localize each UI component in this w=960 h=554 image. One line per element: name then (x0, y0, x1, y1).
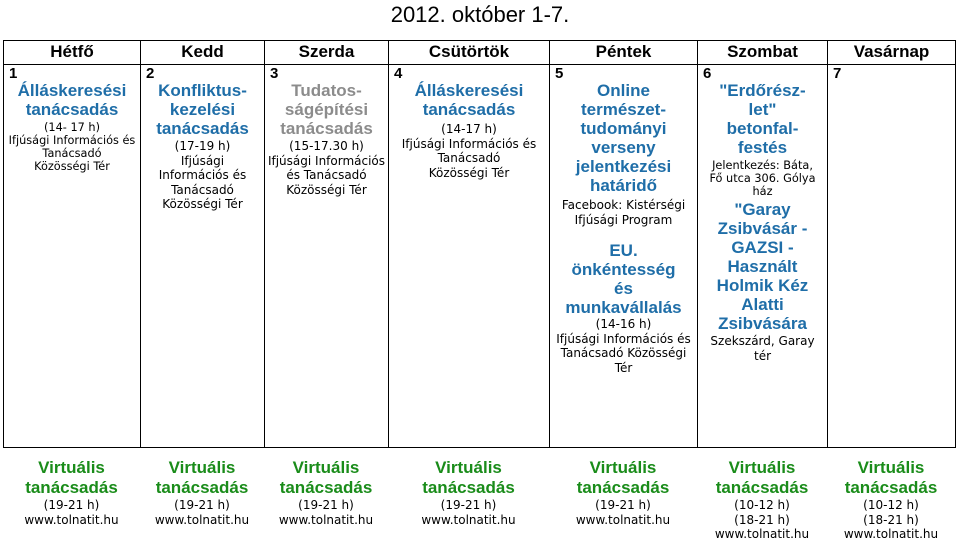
event-title: és (614, 279, 633, 298)
event-place: Ifjúsági Információs és (8, 134, 136, 147)
day-cell-4 (389, 65, 550, 448)
virtual-cell-2 (140, 458, 264, 550)
day-header-tuesday: Kedd (141, 41, 265, 65)
day-number: 2 (146, 65, 155, 82)
virtual-title: tanácsadás (25, 478, 118, 497)
day-header-wednesday: Szerda (265, 41, 389, 65)
event-place: Közösségi Tér (286, 182, 367, 197)
event-place: Közösségi Tér (34, 160, 110, 173)
event-place: Tanácsadó (42, 147, 102, 160)
event-info: Fő utca 306. Gólya (709, 172, 816, 185)
day-number: 6 (703, 65, 712, 82)
event-place: Tanácsadó (171, 182, 234, 197)
event-row (4, 65, 956, 448)
event-title: Konfliktus- (158, 81, 247, 100)
virtual-cell-6 (697, 458, 827, 550)
event-title: tanácsadás (25, 100, 119, 119)
event-title: EU. (609, 241, 638, 260)
virtual-cell-7 (827, 458, 955, 550)
event-title: "Garay (734, 200, 791, 219)
event-info: Ifjúsági Program (574, 212, 673, 227)
event-title: határidő (589, 176, 658, 195)
event-title: Zsibvásár - (717, 219, 808, 238)
event-place: Ifjúsági Információs és (401, 136, 537, 151)
event-time: (17-19 h) (174, 139, 231, 153)
event-title: természet- (580, 100, 667, 119)
virtual-title: Virtuális (435, 458, 502, 477)
event-title: betonfal- (726, 119, 799, 138)
event-place: Információs és (158, 168, 247, 182)
virtual-url[interactable]: www.tolnatit.hu (714, 527, 810, 541)
event-title: ságépítési (284, 100, 369, 119)
virtual-time: (19-21 h) (440, 498, 497, 512)
virtual-title: tanácsadás (155, 478, 249, 497)
virtual-time: (10-12 h) (734, 498, 790, 512)
event-place: tér (753, 348, 772, 363)
day-header-sunday: Vasárnap (828, 41, 956, 65)
event-info: ház (752, 185, 773, 198)
event-title: festés (737, 138, 788, 157)
day-cell-2 (141, 65, 265, 448)
day-number: 4 (394, 65, 403, 82)
day-cell-3 (265, 65, 389, 448)
event-title: Online (597, 81, 650, 100)
virtual-time: (19-21 h) (43, 498, 100, 512)
virtual-title: tanácsadás (576, 478, 670, 497)
event-title: tanácsadás (422, 100, 516, 119)
event-title: Használt (727, 257, 798, 276)
virtual-time: (18-21 h) (734, 512, 790, 527)
day-number: 7 (833, 65, 842, 82)
day-number: 1 (9, 65, 18, 82)
day-number: 3 (270, 65, 279, 82)
virtual-cell-3 (264, 458, 388, 550)
event-place: Közösségi Tér (428, 165, 510, 180)
day-number: 5 (555, 65, 564, 82)
event-place: Szekszárd, Garay (710, 334, 815, 348)
virtual-title: tanácsadás (279, 478, 373, 497)
day-header-saturday: Szombat (698, 41, 828, 65)
event-title: Zsibvására (718, 314, 807, 333)
virtual-url[interactable]: www.tolnatit.hu (154, 512, 250, 527)
event-place: Ifjúsági Információs és (556, 331, 691, 346)
day-header-thursday: Csütörtök (389, 41, 550, 65)
event-title: tudományi (580, 119, 667, 138)
event-info: Facebook: Kistérségi (561, 198, 686, 212)
virtual-time: (19-21 h) (298, 498, 354, 512)
day-header-row (4, 41, 956, 65)
event-time: (14-16 h) (595, 317, 652, 331)
event-title: let" (748, 100, 777, 119)
virtual-cell-4 (388, 458, 549, 550)
virtual-time: (18-21 h) (863, 512, 919, 527)
virtual-url[interactable]: www.tolnatit.hu (278, 512, 374, 527)
virtual-title: tanácsadás (422, 478, 515, 497)
event-title: tanácsadás (156, 119, 249, 138)
event-title: "Erdőrész- (719, 81, 806, 100)
event-time: (15-17.30 h) (289, 139, 364, 153)
event-title: munkavállalás (565, 298, 682, 317)
page-title: 2012. október 1-7. (390, 2, 570, 27)
event-place: Közösségi Tér (162, 197, 243, 211)
calendar-table (3, 40, 956, 448)
virtual-cell-5 (549, 458, 697, 550)
event-info: Jelentkezés: Báta, (712, 159, 813, 172)
event-title: önkéntesség (571, 260, 676, 279)
event-title: Álláskeresési (414, 81, 524, 100)
day-header-monday: Hétfő (4, 41, 141, 65)
virtual-time: (10-12 h) (863, 498, 919, 512)
event-time: (14- 17 h) (44, 121, 100, 134)
virtual-time: (19-21 h) (174, 498, 230, 512)
virtual-title: Virtuális (857, 458, 925, 477)
event-time: (14-17 h) (441, 122, 497, 136)
event-title: jelentkezési (575, 157, 672, 176)
virtual-title: tanácsadás (715, 478, 809, 497)
virtual-title: Virtuális (38, 458, 105, 477)
virtual-url[interactable]: www.tolnatit.hu (575, 512, 671, 527)
virtual-title: Virtuális (728, 458, 796, 477)
virtual-counselling-row (3, 458, 957, 550)
virtual-title: Virtuális (168, 458, 236, 477)
day-header-friday: Péntek (550, 41, 698, 65)
event-title: kezelési (169, 100, 236, 119)
virtual-title: Virtuális (292, 458, 360, 477)
event-place: Ifjúsági Információs (267, 153, 386, 168)
event-title: Álláskeresési (17, 81, 127, 100)
event-title: Holmik Kéz (716, 276, 809, 295)
event-title: verseny (591, 138, 656, 157)
virtual-url[interactable]: www.tolnatit.hu (421, 512, 516, 527)
event-place: Tanácsadó (437, 151, 501, 165)
event-title: GAZSI - (731, 238, 794, 257)
virtual-time: (19-21 h) (595, 498, 651, 512)
event-place: Ifjúsági (180, 153, 225, 168)
day-cell-6 (698, 65, 828, 448)
virtual-title: Virtuális (589, 458, 657, 477)
virtual-url[interactable]: www.tolnatit.hu (843, 527, 939, 541)
event-place: Tanácsadó Közösségi Tér (560, 346, 687, 375)
event-place: és Tanácsadó (286, 168, 367, 182)
day-cell-1 (4, 65, 141, 448)
event-title: Tudatos- (291, 81, 362, 100)
virtual-url[interactable]: www.tolnatit.hu (24, 512, 119, 527)
event-title: Alatti (741, 295, 784, 314)
event-title: tanácsadás (280, 119, 373, 138)
virtual-cell-1 (3, 458, 140, 550)
day-cell-7 (828, 65, 956, 448)
day-cell-5 (550, 65, 698, 448)
virtual-title: tanácsadás (844, 478, 938, 497)
